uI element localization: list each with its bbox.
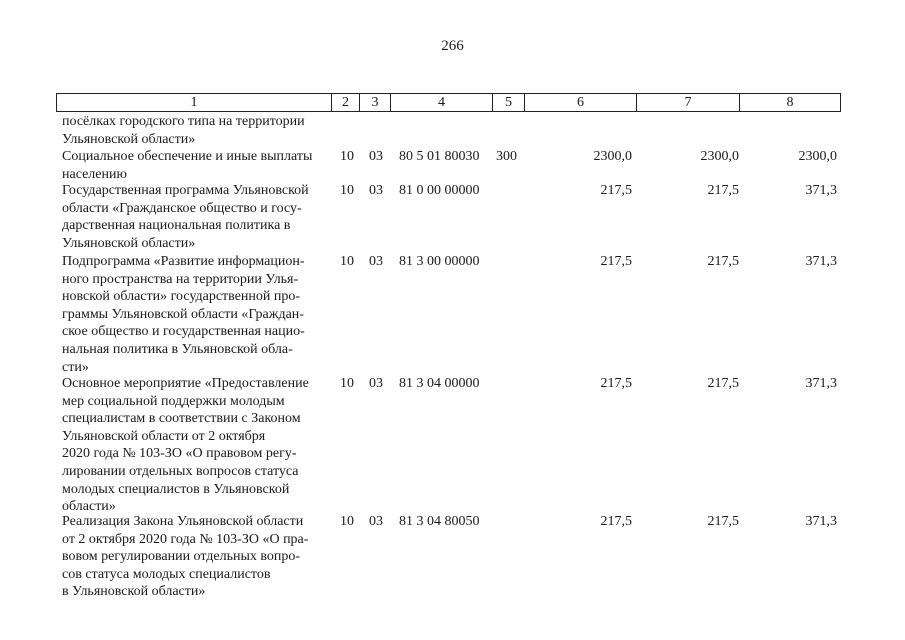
row-target-article: 81 3 04 80050: [399, 514, 480, 529]
row-name: Основное мероприятие «Предоставление мер социальной поддержки молодым специалистам в соответствии с Законом Ульяновской области от 2 октября 2020 года № 103-ЗО «О правовом регу- лировании отдельных вопросов статуса молодых специалистов в Ульяновской области»: [62, 376, 309, 515]
row-value-8: 371,3: [805, 183, 837, 198]
row-value-7: 217,5: [707, 514, 739, 529]
header-cell-4: 4: [391, 94, 493, 111]
table-header-row: [56, 93, 841, 112]
row-value-7: 2300,0: [700, 149, 739, 164]
header-cell-7: 7: [637, 94, 740, 111]
row-subsection: 03: [369, 514, 383, 529]
row-target-article: 80 5 01 80030: [399, 149, 480, 164]
row-name: Социальное обеспечение и иные выплаты населению: [62, 149, 313, 182]
row-subsection: 03: [369, 183, 383, 198]
row-value-8: 2300,0: [798, 149, 837, 164]
row-section: 10: [340, 254, 354, 269]
page-number: 266: [441, 38, 464, 54]
row-name: Реализация Закона Ульяновской области от 2 октября 2020 года № 103-ЗО «О пра- вовом регулировании отдельных вопро- сов статуса молодых специалистов в Ульяновской области»: [62, 514, 309, 600]
row-value-8: 371,3: [805, 514, 837, 529]
row-subsection: 03: [369, 149, 383, 164]
row-subsection: 03: [369, 376, 383, 391]
header-cell-3: 3: [360, 94, 391, 111]
row-section: 10: [340, 149, 354, 164]
row-expense-type: 300: [496, 149, 517, 164]
row-name: посёлках городского типа на территории Ульяновской области»: [62, 114, 305, 147]
row-section: 10: [340, 514, 354, 529]
row-value-6: 217,5: [600, 514, 632, 529]
header-cell-6: 6: [525, 94, 637, 111]
row-target-article: 81 3 04 00000: [399, 376, 480, 391]
header-cell-1: 1: [57, 94, 332, 111]
row-target-article: 81 0 00 00000: [399, 183, 480, 198]
row-name: Государственная программа Ульяновской области «Гражданское общество и госу- дарственная национальная политика в Ульяновской области»: [62, 183, 309, 251]
row-value-6: 217,5: [600, 376, 632, 391]
row-value-6: 217,5: [600, 183, 632, 198]
header-cell-2: 2: [332, 94, 360, 111]
row-target-article: 81 3 00 00000: [399, 254, 480, 269]
row-section: 10: [340, 183, 354, 198]
row-name: Подпрограмма «Развитие информацион- ного пространства на территории Улья- новской области» государственной про- граммы Ульяновской области «Граждан- ское общество и государственная нацио- нальная политика в Ульяновской обла- сти»: [62, 254, 305, 375]
row-section: 10: [340, 376, 354, 391]
row-value-7: 217,5: [707, 376, 739, 391]
row-value-7: 217,5: [707, 183, 739, 198]
row-value-7: 217,5: [707, 254, 739, 269]
row-value-8: 371,3: [805, 376, 837, 391]
row-subsection: 03: [369, 254, 383, 269]
header-cell-5: 5: [493, 94, 525, 111]
row-value-6: 2300,0: [593, 149, 632, 164]
row-value-6: 217,5: [600, 254, 632, 269]
header-cell-8: 8: [786, 95, 794, 110]
row-value-8: 371,3: [805, 254, 837, 269]
